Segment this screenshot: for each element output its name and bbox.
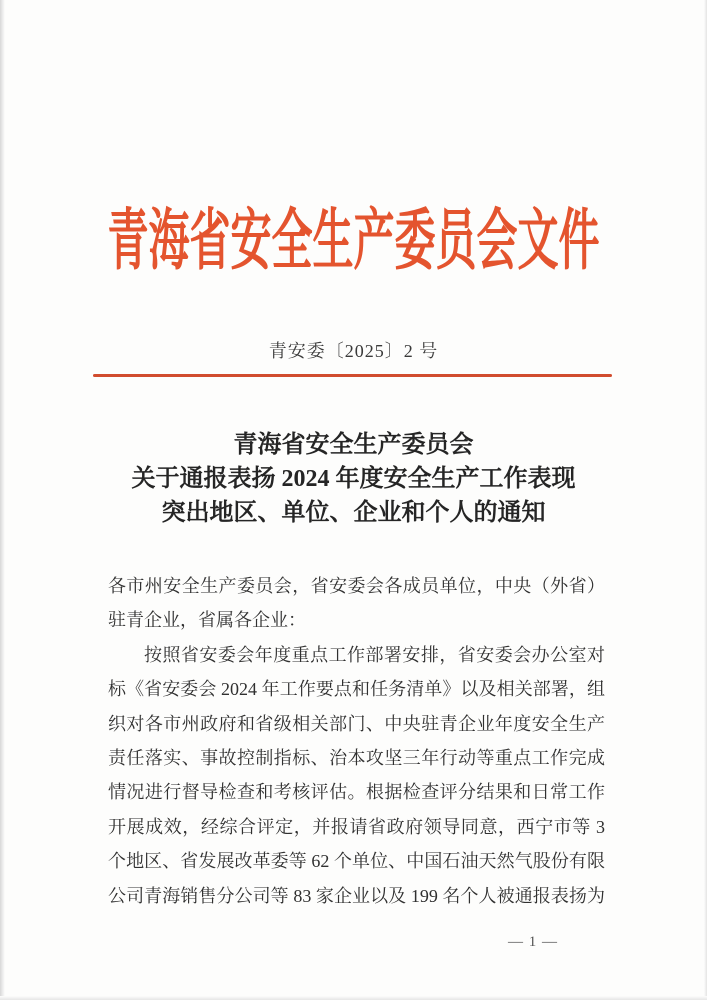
body-line: 情况进行督导检查和考核评估。根据检查评分结果和日常工作	[108, 782, 605, 803]
body-line: 个地区、省发展改革委等 62 个单位、中国石油天然气股份有限	[108, 851, 605, 872]
document-header	[0, 203, 707, 278]
notice-title	[0, 428, 707, 530]
scan-edge-bottom	[0, 996, 707, 1000]
body-line: 开展成效，经综合评定，并报请省政府领导同意，西宁市等 3	[108, 816, 605, 837]
body-line: 按照省安委会年度重点工作部署安排，省安委会办公室对	[144, 644, 605, 665]
notice-title-line-1: 青海省安全生产委员会	[233, 432, 474, 458]
body-line: 织对各市州政府和省级相关部门、中央驻青企业年度安全生产	[108, 713, 605, 734]
notice-title-line-3: 突出地区、单位、企业和个人的通知	[161, 500, 546, 526]
notice-title-line-2: 关于通报表扬 2024 年度安全生产工作表现	[131, 466, 576, 492]
red-divider-line	[93, 374, 612, 377]
body-line: 驻青企业，省属各企业：	[108, 610, 306, 631]
body-line: 公司青海销售分公司等 83 家企业以及 199 名个人被通报表扬为	[108, 885, 605, 906]
document-number: 青安委〔2025〕2 号	[268, 341, 439, 361]
body-line: 各市州安全生产委员会，省安委会各成员单位，中央（外省）	[108, 576, 605, 596]
body-line: 责任落实、事故控制指标、治本攻坚三年行动等重点工作完成	[108, 747, 605, 768]
body-text	[108, 569, 605, 913]
page-number: — 1 —	[508, 934, 558, 950]
body-line: 标《省安委会 2024 年工作要点和任务清单》以及相关部署，组	[108, 679, 605, 700]
org-masthead-title: 青海省安全生产委员会文件	[107, 203, 600, 278]
